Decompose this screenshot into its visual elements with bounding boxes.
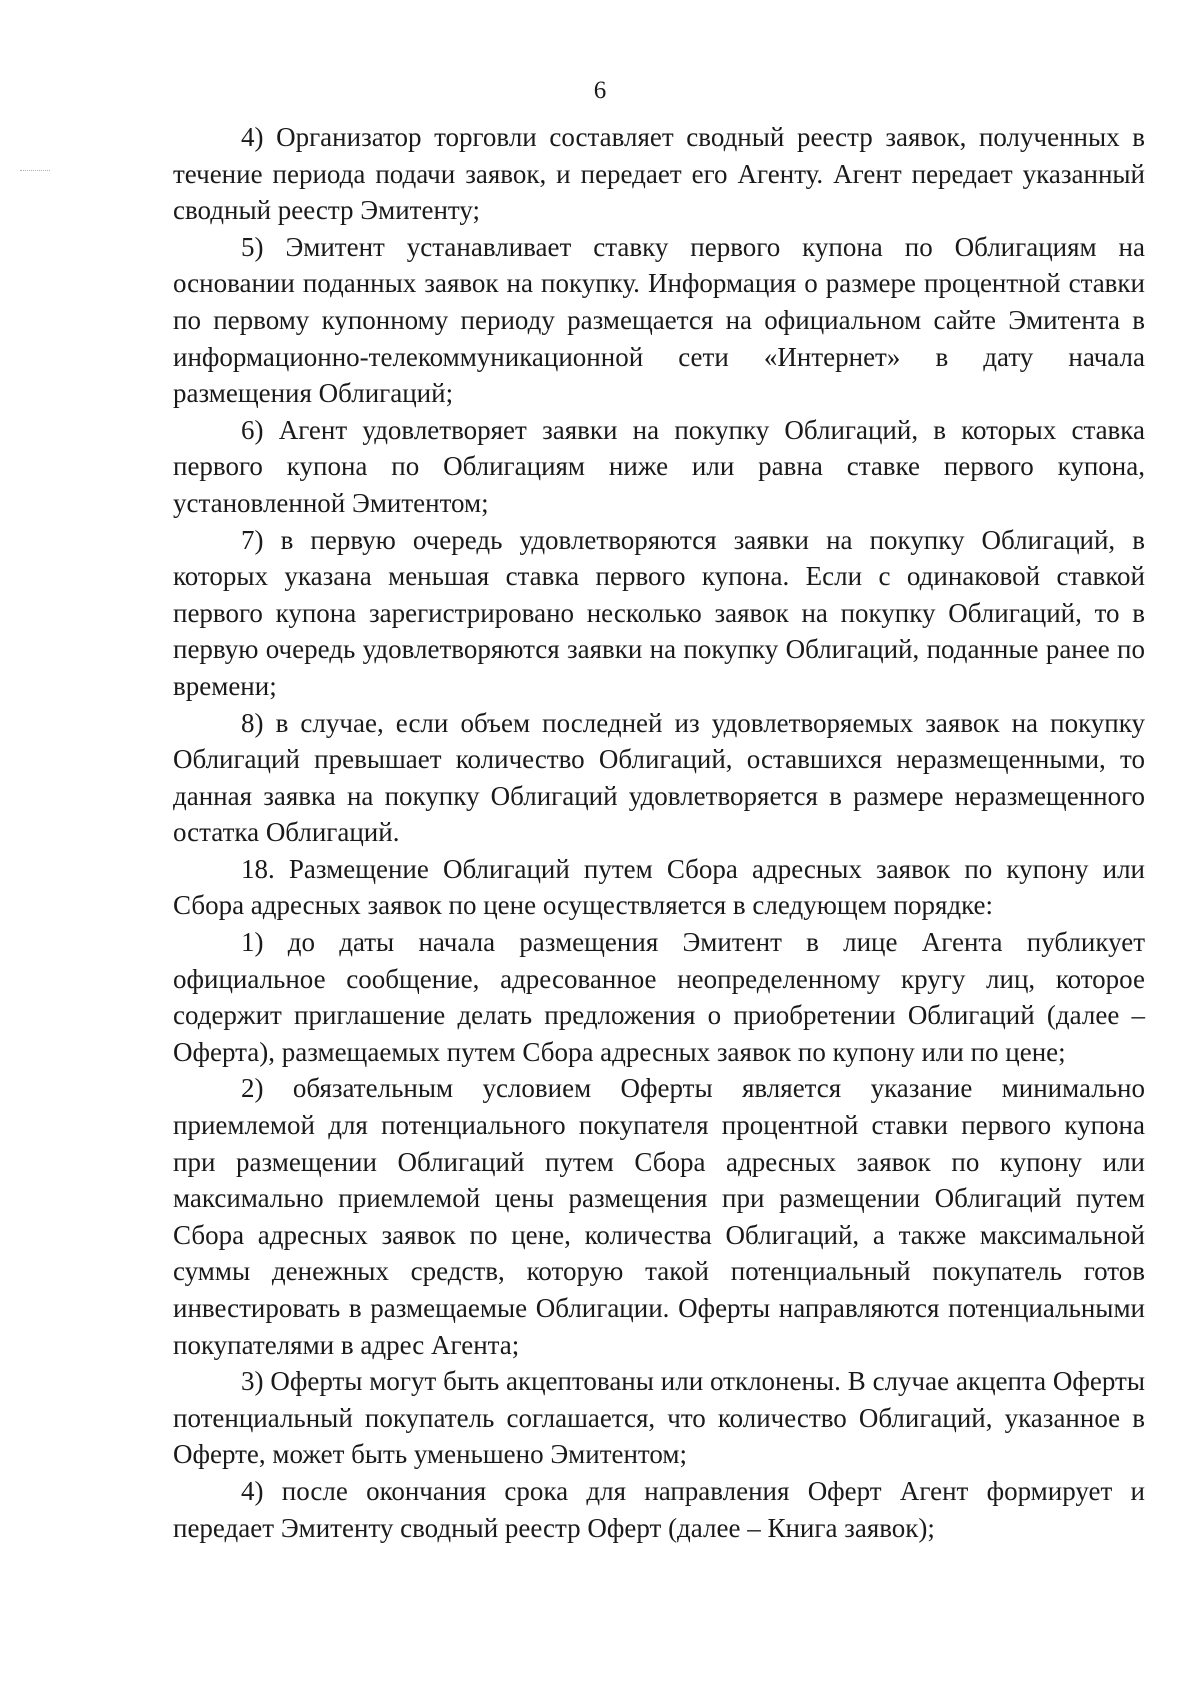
paragraph-item-5-coupon-rate: 5) Эмитент устанавливает ставку первого купона по Облигациям на основании поданных заявок на покупку. Информация о размере процентной ставки по первому купонному периоду размещается на официальном сайте Эмитента в информационно-телекоммуникационной сети «Интернет» в дату начала размещения Облигаций; [173,231,1145,409]
paragraph-section-18: 18. Размещение Облигаций путем Сбора адресных заявок по купону или Сбора адресных заявок по цене осуществляется в следующем порядке: [173,853,1145,921]
paragraph-item-2-offer-conditions: 2) обязательным условием Оферты является указание минимально приемлемой для потенциального покупателя процентной ставки первого купона при размещении Облигаций путем Сбора адресных заявок по купону или максимально приемлемой цены размещения при размещении Облигаций путем Сбора адресных заявок по цене, количества Облигаций, а также максимальной суммы денежных средств, которую такой потенциальный покупатель готов инвестировать в размещаемые Облигации. Оферты направляются потенциальными покупателями в адрес Агента; [173,1073,1145,1360]
paragraph-item-7-priority: 7) в первую очередь удовлетворяются заявки на покупку Облигаций, в которых указана меньшая ставка первого купона. Если с одинаковой ставкой первого купона зарегистрировано несколько заявок на покупку Облигаций, то в первую очередь удовлетворяются заявки на покупку Облигаций, поданные ранее по времени; [173,524,1145,701]
paragraph-item-4-order-book: 4) после окончания срока для направления Оферт Агент формирует и передает Эмитенту сводный реестр Оферт (далее – Книга заявок); [173,1475,1145,1543]
paragraph-item-8-remainder: 8) в случае, если объем последней из удовлетворяемых заявок на покупку Облигаций превышает количество Облигаций, оставшихся неразмещенными, то данная заявка на покупку Облигаций удовлетворяется в размере неразмещенного остатка Облигаций. [173,707,1145,848]
paragraph-item-6-agent-satisfies: 6) Агент удовлетворяет заявки на покупку Облигаций, в которых ставка первого купона по Облигациям ниже или равна ставке первого купона, установленной Эмитентом; [173,414,1145,518]
paragraph-item-4-registry: 4) Организатор торговли составляет сводный реестр заявок, полученных в течение периода подачи заявок, и передает его Агенту. Агент передает указанный сводный реестр Эмитенту; [173,122,1145,226]
scan-artifact [20,170,50,171]
document-body [173,119,1145,1546]
page-number: 6 [593,77,607,104]
paragraph-item-1-offer-invitation: 1) до даты начала размещения Эмитент в лице Агента публикует официальное сообщение, адресованное неопределенному кругу лиц, которое содержит приглашение делать предложения о приобретении Облигаций (далее – Оферта), размещаемых путем Сбора адресных заявок по купону или по цене; [173,927,1145,1067]
paragraph-item-3-offer-acceptance: 3) Оферты могут быть акцептованы или отклонены. В случае акцепта Оферты потенциальный покупатель соглашается, что количество Облигаций, указанное в Оферте, может быть уменьшено Эмитентом; [173,1366,1145,1470]
